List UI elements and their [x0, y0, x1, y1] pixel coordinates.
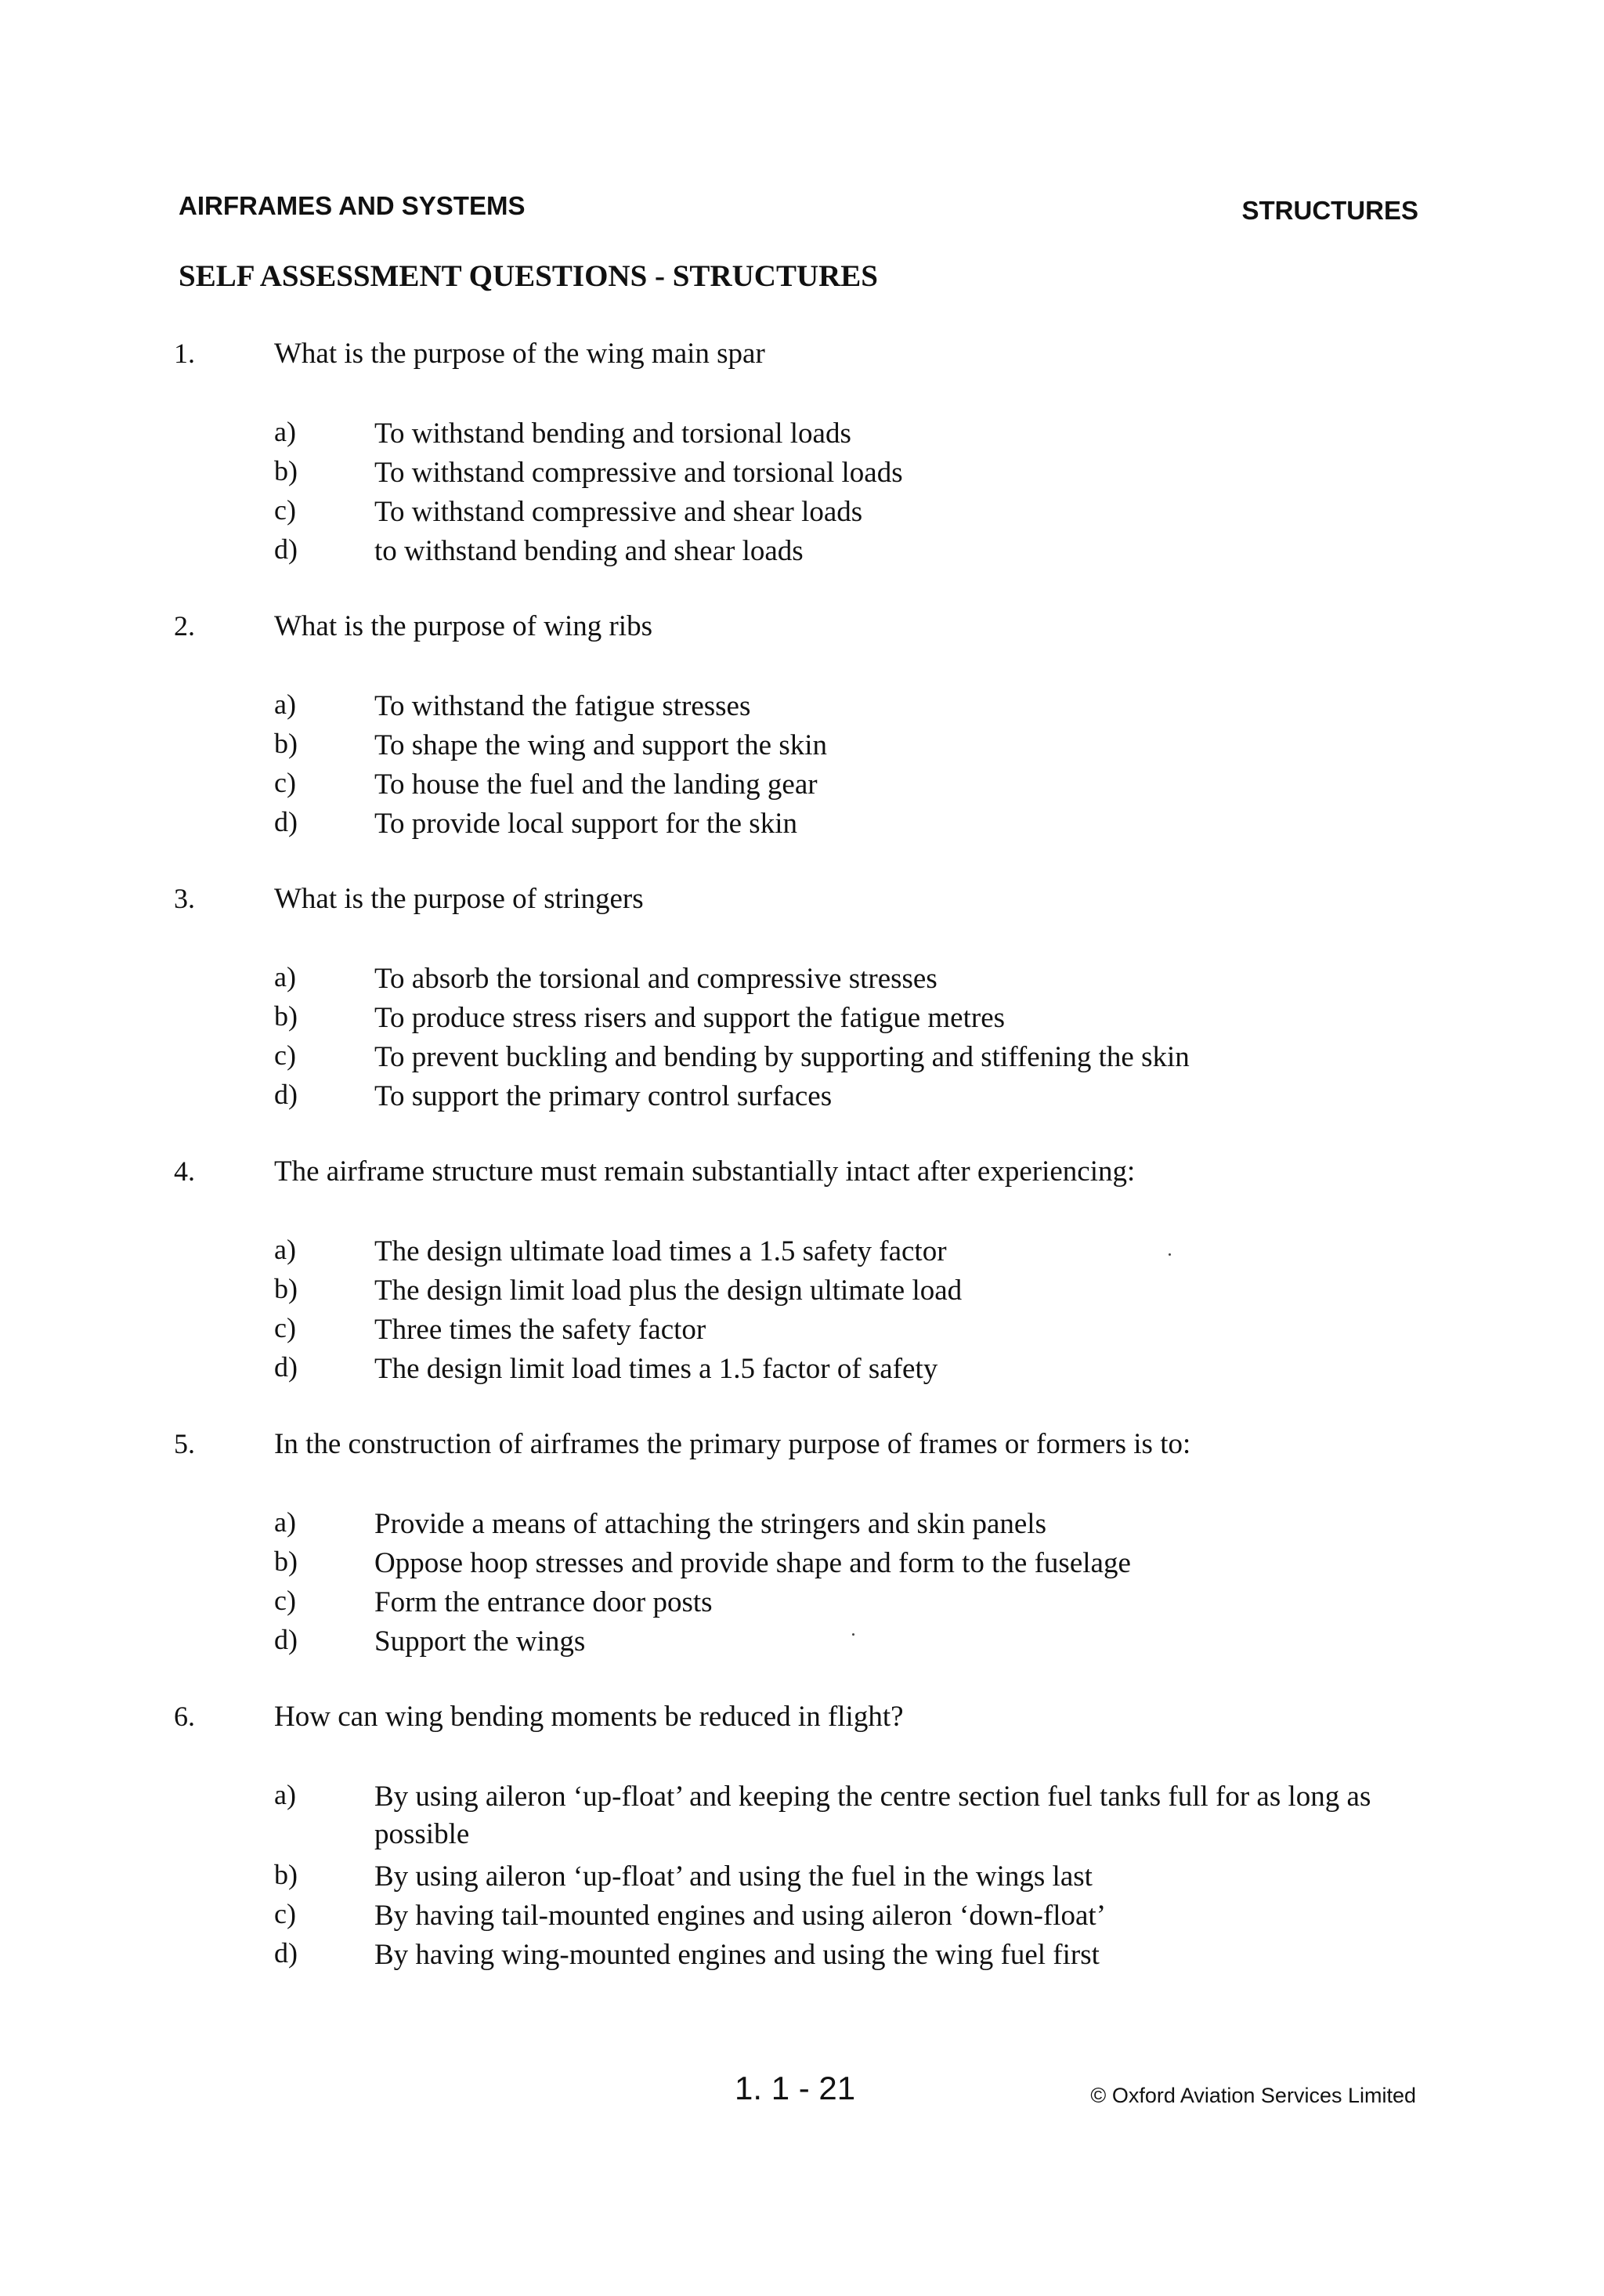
option-letter: a) [274, 1234, 296, 1265]
option-text: To withstand compressive and torsional loads [374, 457, 903, 489]
option-letter: d) [274, 1624, 298, 1655]
question-number: 6. [174, 1701, 195, 1732]
option-text: To absorb the torsional and compressive stresses [374, 963, 937, 995]
question-number: 1. [174, 338, 195, 369]
option-letter: c) [274, 1040, 296, 1071]
option-letter: d) [274, 806, 298, 837]
option-text: Form the entrance door posts [374, 1586, 713, 1618]
option-letter: d) [274, 1351, 298, 1383]
option-text: The design limit load times a 1.5 factor of safety [374, 1353, 938, 1385]
question-text: The airframe structure must remain substantially intact after experiencing: [274, 1155, 1136, 1188]
option-text: To shape the wing and support the skin [374, 729, 828, 761]
option-letter: c) [274, 767, 296, 798]
option-text: To provide local support for the skin [374, 808, 797, 840]
option-text: Provide a means of attaching the stringers and skin panels [374, 1508, 1046, 1540]
option-text: To support the primary control surfaces [374, 1080, 833, 1112]
option-letter: b) [274, 1546, 298, 1577]
option-text: The design ultimate load times a 1.5 safety factor [374, 1235, 947, 1267]
option-letter: a) [274, 416, 296, 447]
option-text: By using aileron ‘up-float’ and keeping the centre section fuel tanks full for as long as possible [374, 1781, 1371, 1850]
question-text: What is the purpose of wing ribs [274, 610, 652, 642]
running-header-left: AIRFRAMES AND SYSTEMS [179, 191, 526, 220]
option-text: The design limit load plus the design ultimate load [374, 1275, 963, 1307]
option-text: To house the fuel and the landing gear [374, 768, 818, 801]
question-number: 2. [174, 610, 195, 642]
option-letter: d) [274, 533, 298, 565]
question-text: What is the purpose of the wing main spar [274, 338, 765, 370]
option-letter: a) [274, 1779, 296, 1810]
option-text: To withstand compressive and shear loads [374, 496, 863, 528]
page-number: 1. 1 - 21 [735, 2070, 856, 2106]
option-letter: b) [274, 1000, 298, 1032]
option-letter: d) [274, 1079, 298, 1110]
option-letter: a) [274, 1506, 296, 1538]
option-letter: a) [274, 689, 296, 720]
option-letter: b) [274, 728, 298, 759]
option-letter: c) [274, 494, 296, 526]
option-text: To withstand the fatigue stresses [374, 690, 751, 722]
option-text: Support the wings [374, 1625, 586, 1658]
question-number: 4. [174, 1155, 195, 1187]
question-text: What is the purpose of stringers [274, 883, 644, 915]
scan-speck [1169, 1253, 1171, 1256]
option-text: Three times the safety factor [374, 1314, 706, 1346]
option-text: To produce stress risers and support the fatigue metres [374, 1002, 1006, 1034]
option-letter: c) [274, 1898, 296, 1929]
option-letter: a) [274, 961, 296, 993]
running-header-right: STRUCTURES [1241, 196, 1418, 225]
question-text: In the construction of airframes the primary purpose of frames or formers is to: [274, 1428, 1191, 1460]
question-number: 3. [174, 883, 195, 914]
option-text: To prevent buckling and bending by supporting and stiffening the skin [374, 1041, 1190, 1073]
option-text: to withstand bending and shear loads [374, 535, 804, 567]
option-letter: b) [274, 1273, 298, 1304]
option-letter: b) [274, 455, 298, 486]
option-text: By using aileron ‘up-float’ and using the fuel in the wings last [374, 1860, 1093, 1893]
option-letter: d) [274, 1937, 298, 1969]
option-text: By having tail-mounted engines and using aileron ‘down-float’ [374, 1900, 1107, 1932]
option-text: By having wing-mounted engines and using the wing fuel first [374, 1939, 1100, 1971]
option-text: Oppose hoop stresses and provide shape and form to the fuselage [374, 1547, 1131, 1579]
option-letter: c) [274, 1585, 296, 1616]
option-letter: c) [274, 1312, 296, 1343]
option-text: To withstand bending and torsional loads [374, 418, 851, 450]
scan-speck [852, 1633, 854, 1636]
question-text: How can wing bending moments be reduced in flight? [274, 1701, 904, 1733]
copyright-notice: © Oxford Aviation Services Limited [1090, 2084, 1416, 2107]
question-number: 5. [174, 1428, 195, 1459]
option-letter: b) [274, 1859, 298, 1890]
section-title: SELF ASSESSMENT QUESTIONS - STRUCTURES [179, 259, 878, 293]
